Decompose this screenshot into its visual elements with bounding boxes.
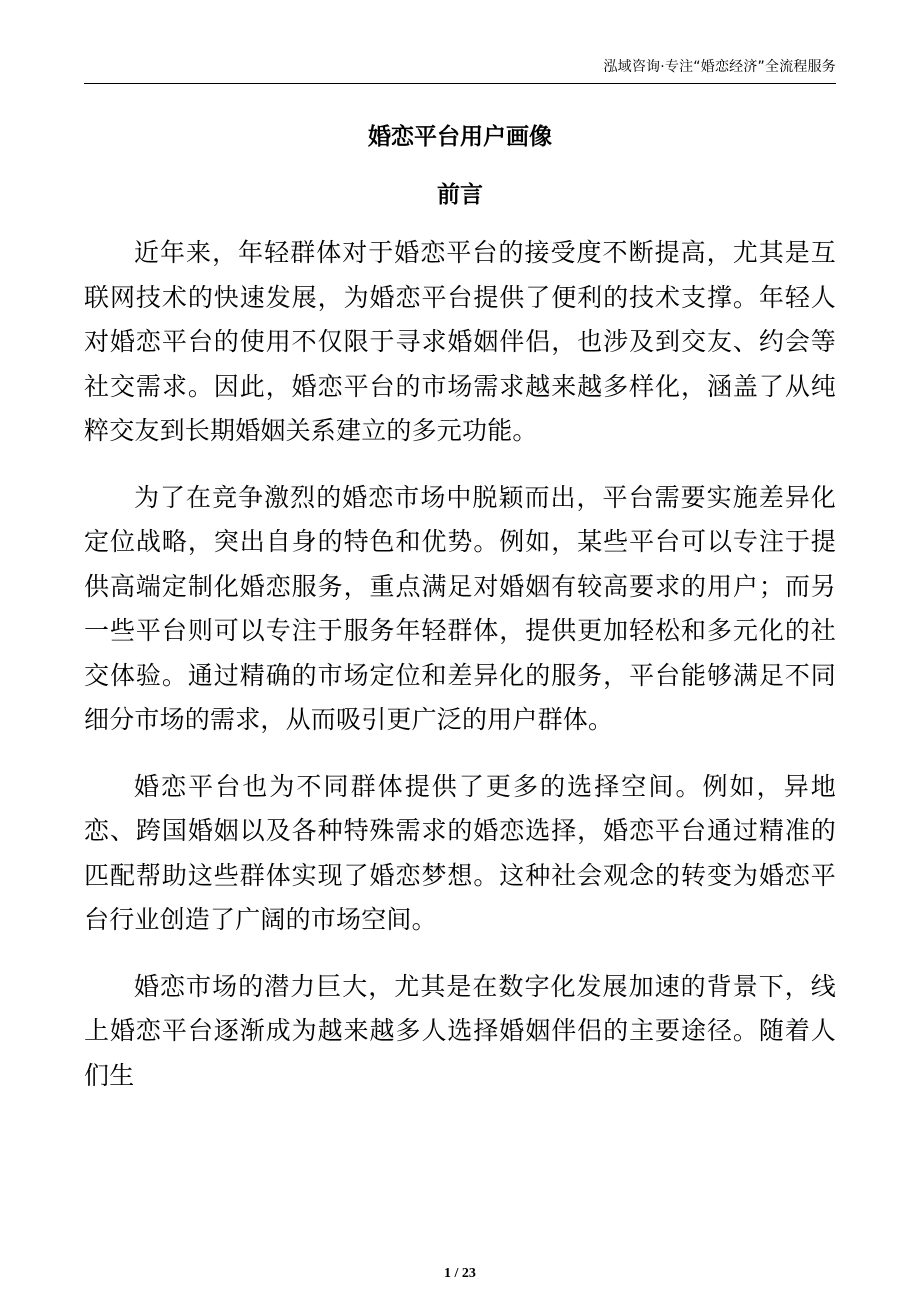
paragraph: 婚恋市场的潜力巨大，尤其是在数字化发展加速的背景下，线上婚恋平台逐渐成为越来越多人选择婚姻伴侣的主要途径。随着人们生 [84, 971, 836, 1090]
page-header-text: 泓域咨询·专注“婚恋经济”全流程服务 [603, 59, 836, 75]
document-title: 婚恋平台用户画像 [368, 124, 552, 150]
section-heading: 前言 [437, 182, 483, 208]
paragraph: 婚恋平台也为不同群体提供了更多的选择空间。例如，异地恋、跨国婚姻以及各种特殊需求的婚恋选择，婚恋平台通过精准的匹配帮助这些群体实现了婚恋梦想。这种社会观念的转变为婚恋平台行业创造了广阔的市场空间。 [84, 771, 836, 934]
header-divider [84, 83, 836, 84]
body-text [84, 231, 836, 1120]
page-number: 1 / 23 [444, 1266, 476, 1281]
paragraph: 为了在竞争激烈的婚恋市场中脱颖而出，平台需要实施差异化定位战略，突出自身的特色和优势。例如，某些平台可以专注于提供高端定制化婚恋服务，重点满足对婚姻有较高要求的用户；而另一些平台则可以专注于服务年轻群体，提供更加轻松和多元化的社交体验。通过精确的市场定位和差异化的服务，平台能够满足不同细分市场的需求，从而吸引更广泛的用户群体。 [84, 482, 836, 734]
paragraph: 近年来，年轻群体对于婚恋平台的接受度不断提高，尤其是互联网技术的快速发展，为婚恋平台提供了便利的技术支撑。年轻人对婚恋平台的使用不仅限于寻求婚姻伴侣，也涉及到交友、约会等社交需求。因此，婚恋平台的市场需求越来越多样化，涵盖了从纯粹交友到长期婚姻关系建立的多元功能。 [84, 238, 836, 445]
